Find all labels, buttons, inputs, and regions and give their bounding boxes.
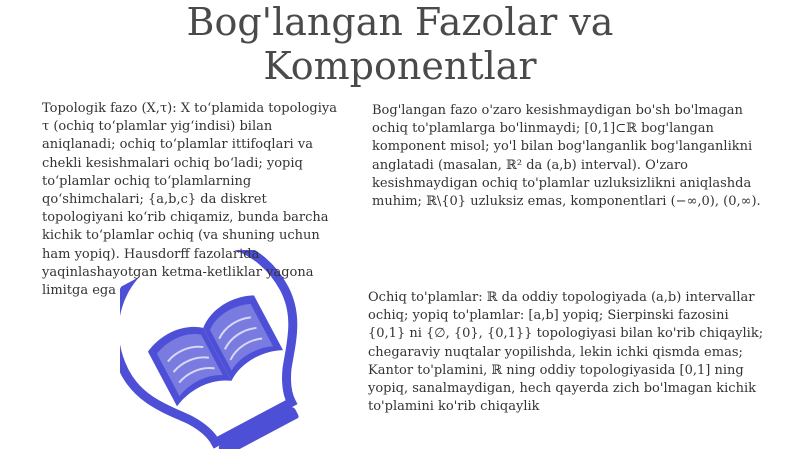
slide-title-line-2: Komponentlar [263,44,537,88]
text-block-connected-space: Bog'langan fazo o'zaro kesishmaydigan bo'sh bo'lmagan ochiq to'plamlarga bo'linmaydi; [0,1]⊂ℝ bog'langan komponent misol; yo'l bilan bog'langanlik bog'langanlikni anglatadi (masalan, ℝ² da (a,b) interval). O'zaro kesishmaydigan ochiq to'plamlar uzluksizlikni aniqlashda muhim; ℝ\{0} uzluksiz emas, komponentlari (−∞,0), (0,∞). [372,103,761,210]
slide-title-line-1: Bog'langan Fazolar va [186,0,614,44]
slide-title [0,0,800,88]
text-block-topological-space: Topologik fazo (X,τ): X to‘plamida topologiya τ (ochiq to‘plamlar yig‘indisi) bilan aniqlanadi; ochiq to‘plamlar ittifoqlari va chekli kesishmalari ochiq bo‘ladi; yopiq to‘plamlar ochiq to‘plamlarning qo‘shimchalari; {a,b,c} da diskret topologiyani ko‘rib chiqamiz, bunda barcha kichik to‘plamlar ochiq (va shuning uchun ham yopiq). Hausdorff fazolarida yaqinlashayotgan ketma-ketliklar yagona limitga ega [42,101,337,299]
text-block-open-sets: Ochiq to'plamlar: ℝ da oddiy topologiyada (a,b) intervallar ochiq; yopiq to'plamlar: [a,b] yopiq; Sierpinski fazosini {0,1} ni {∅, {0}, {0,1}} topologiyasi bilan ko'rib chiqaylik; chegaraviy nuqtalar yopilishda, lekin ichki qismda emas; Kantor to'plamini, ℝ ning oddiy topologiyasida [0,1] ning yopiq, sanalmaydigan, hech qayerda zich bo'lmagan kichik to'plamini ko'rib chiqaylik [368,290,764,415]
